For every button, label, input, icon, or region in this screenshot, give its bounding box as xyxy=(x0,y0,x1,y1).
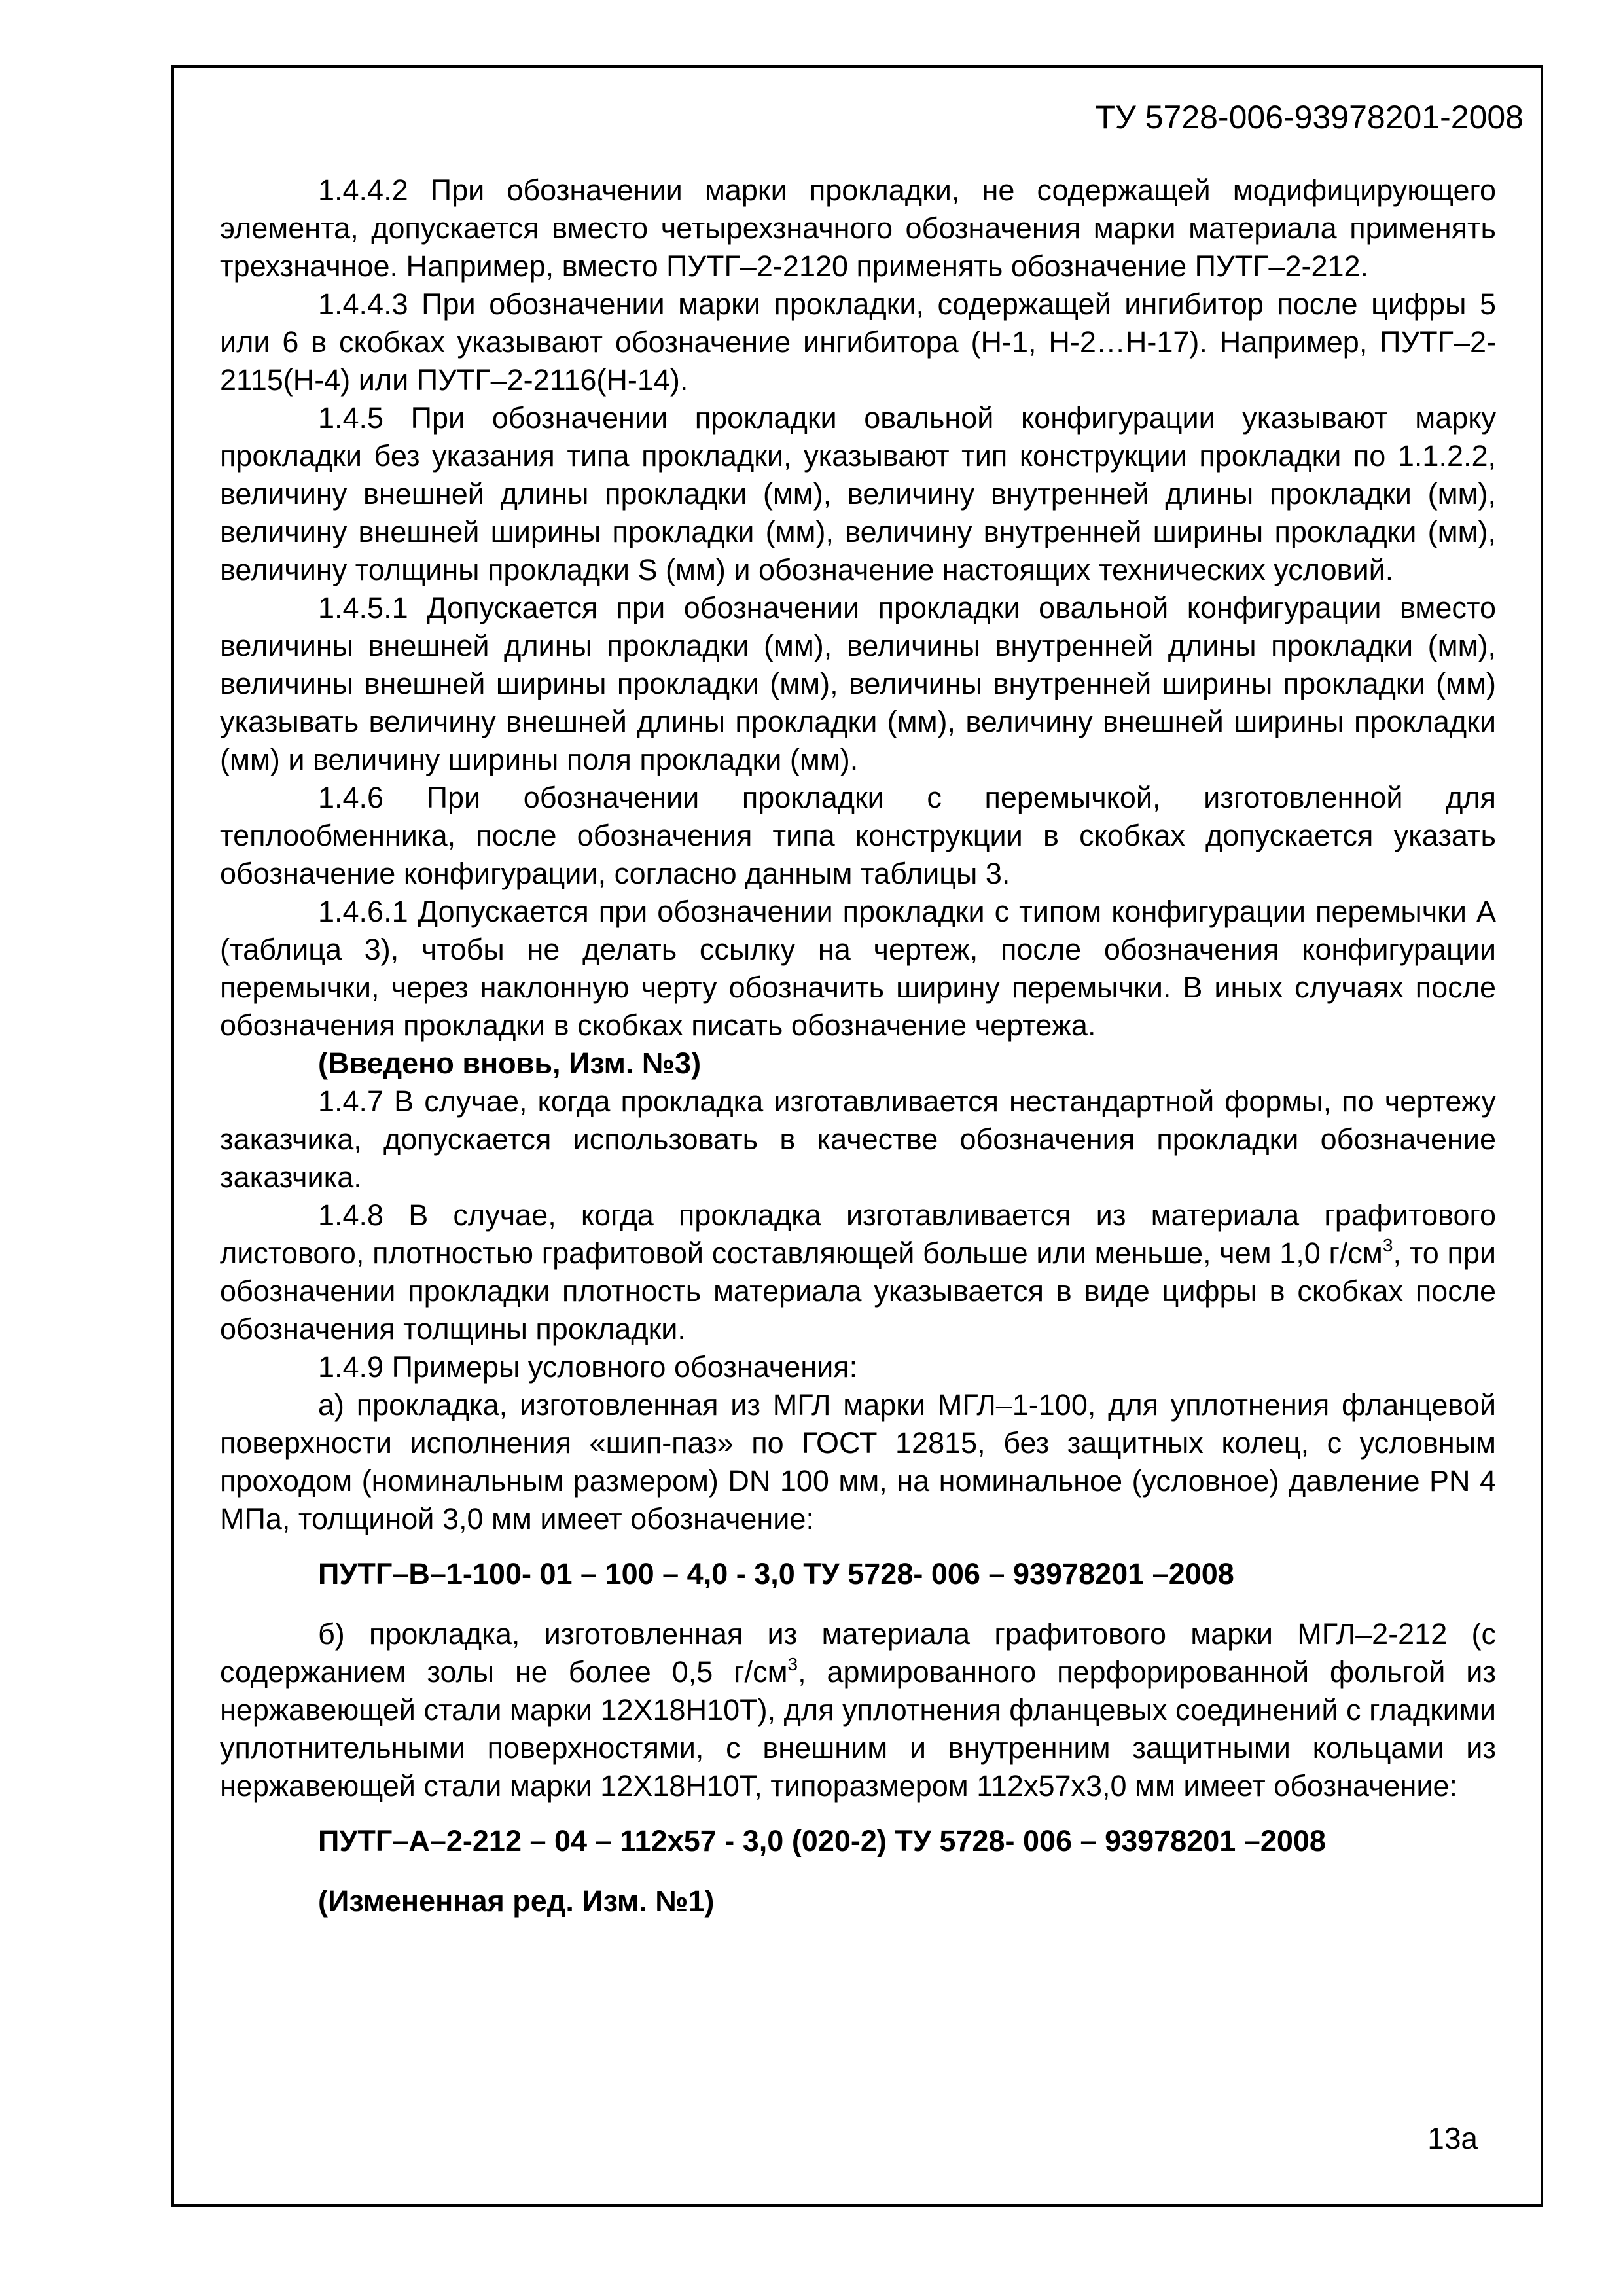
superscript-3: 3 xyxy=(787,1654,798,1674)
example-b-text-b: , армированного перфорированной фольгой из нержавеющей стали марки 12Х18Н10Т), для уплотнения фланцевых соединений с гладкими уплотнительными поверхностями, с внешним и внутренним защитными кольцами из нержавеющей стали марки 12Х18Н10Т, типоразмером 112х57х3,0 мм имеет обозначение: xyxy=(220,1655,1496,1803)
document-code-header: ТУ 5728-006-93978201-2008 xyxy=(1095,99,1524,135)
amendment-note-1: (Измененная ред. Изм. №1) xyxy=(318,1884,715,1918)
paragraph-1-4-7: 1.4.7 В случае, когда прокладка изготавливается нестандартной формы, по чертежу заказчика, допускается использовать в качестве обозначения прокладки обозначение заказчика. xyxy=(220,1085,1496,1194)
paragraph-1-4-9: 1.4.9 Примеры условного обозначения: xyxy=(318,1350,858,1384)
paragraph-1-4-8 xyxy=(220,1196,1496,1348)
example-b xyxy=(220,1615,1496,1805)
paragraph-1-4-8-text-b: , то при обозначении прокладки плотность материала указывается в виде цифры в скобках после обозначения толщины прокладки. xyxy=(220,1236,1496,1346)
paragraph-1-4-4-2: 1.4.4.2 При обозначении марки прокладки, не содержащей модифицирующего элемента, допускается вместо четырехзначного обозначения марки материала применять трехзначное. Например, вместо ПУТГ–2-2120 применять обозначение ПУТГ–2-212. xyxy=(220,173,1496,283)
paragraph-1-4-4-3: 1.4.4.3 При обозначении марки прокладки, содержащей ингибитор после цифры 5 или 6 в скобках указывают обозначение ингибитора (Н-1, Н-2…Н-17). Например, ПУТГ–2-2115(Н-4) или ПУТГ–2-2116(Н-14). xyxy=(220,287,1496,397)
paragraph-1-4-8-text-a: 1.4.8 В случае, когда прокладка изготавливается из материала графитового листового, плотностью графитовой составляющей больше или меньше, чем 1,0 г/см xyxy=(220,1198,1496,1270)
designation-example-b: ПУТГ–А–2-212 – 04 – 112х57 - 3,0 (020-2) ТУ 5728- 006 – 93978201 –2008 xyxy=(318,1824,1326,1857)
page-number: 13а xyxy=(1427,2121,1478,2155)
amendment-note-3: (Введено вновь, Изм. №3) xyxy=(318,1047,702,1080)
designation-example-a: ПУТГ–В–1-100- 01 – 100 – 4,0 - 3,0 ТУ 5728- 006 – 93978201 –2008 xyxy=(318,1557,1234,1590)
paragraph-1-4-6: 1.4.6 При обозначении прокладки с перемычкой, изготовленной для теплообменника, после обозначения типа конструкции в скобках допускается указать обозначение конфигурации, согласно данным таблицы 3. xyxy=(220,781,1496,890)
example-a: а) прокладка, изготовленная из МГЛ марки МГЛ–1-100, для уплотнения фланцевой поверхности исполнения «шип-паз» по ГОСТ 12815, без защитных колец, с условным проходом (номинальным размером) DN 100 мм, на номинальное (условное) давление PN 4 МПа, толщиной 3,0 мм имеет обозначение: xyxy=(220,1388,1496,1535)
superscript-3: 3 xyxy=(1382,1235,1393,1255)
paragraph-1-4-5-1: 1.4.5.1 Допускается при обозначении прокладки овальной конфигурации вместо величины внешней длины прокладки (мм), величины внутренней длины прокладки (мм), величины внешней ширины прокладки (мм), величины внутренней ширины прокладки (мм) указывать величину внешней длины прокладки (мм), величину внешней ширины прокладки (мм) и величину ширины поля прокладки (мм). xyxy=(220,591,1496,776)
document-body xyxy=(220,171,1496,1920)
paragraph-1-4-6-1: 1.4.6.1 Допускается при обозначении прокладки с типом конфигурации перемычки А (таблица 3), чтобы не делать ссылку на чертеж, после обозначения конфигурации перемычки, через наклонную черту обозначить ширину перемычки. В иных случаях после обозначения прокладки в скобках писать обозначение чертежа. xyxy=(220,895,1496,1042)
paragraph-1-4-5: 1.4.5 При обозначении прокладки овальной конфигурации указывают марку прокладки без указания типа прокладки, указывают тип конструкции прокладки по 1.1.2.2, величину внешней длины прокладки (мм), величину внутренней длины прокладки (мм), величину внешней ширины прокладки (мм), величину внутренней ширины прокладки (мм), величину толщины прокладки S (мм) и обозначение настоящих технических условий. xyxy=(220,401,1496,586)
example-b-text-a: б) прокладка, изготовленная из материала графитового марки МГЛ–2-212 (с содержанием золы не более 0,5 г/см xyxy=(220,1617,1496,1689)
